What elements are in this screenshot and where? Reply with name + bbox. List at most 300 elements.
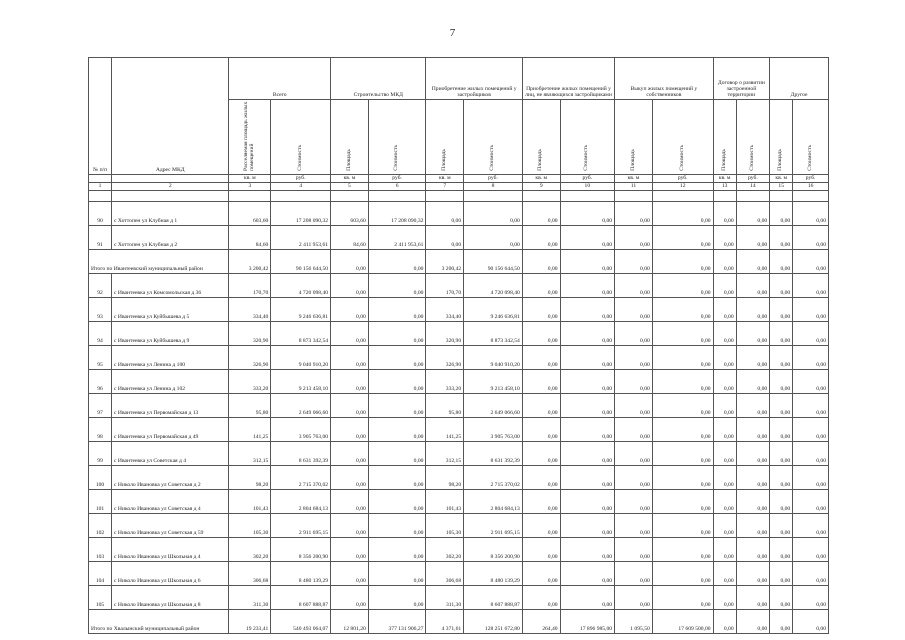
cell-value: 0,00: [736, 490, 770, 514]
cell-value: 141,25: [229, 418, 271, 442]
cell-value: 8 631 392,39: [464, 442, 523, 466]
row-address: с Николо Ивановка ул Школьная д 6: [112, 562, 229, 586]
cell-value: 0,00: [652, 346, 713, 370]
cell-value: 0,00: [713, 394, 736, 418]
table-row: [89, 466, 829, 490]
cell-value: 0,00: [713, 442, 736, 466]
cell-value: 0,00: [331, 442, 369, 466]
cell-value: 2 649 066,60: [271, 394, 331, 418]
cell-value: 0,00: [331, 466, 369, 490]
cell-value: 0,00: [652, 394, 713, 418]
cell-value: 0,00: [560, 586, 615, 610]
cell-value: 0,00: [736, 202, 770, 226]
cell-value: 0,00: [736, 466, 770, 490]
cell-value: 0,00: [652, 418, 713, 442]
cell-value: 0,00: [736, 370, 770, 394]
cell-value: 0,00: [713, 466, 736, 490]
cell-value: 90 156 644,50: [271, 250, 331, 274]
cell-value: 0,00: [793, 298, 829, 322]
row-address: с Николо Ивановка ул Советская д 2: [112, 466, 229, 490]
cell-value: 603,60: [331, 202, 369, 226]
cell-value: 0,00: [652, 586, 713, 610]
cell-value: 0,00: [368, 562, 426, 586]
cell-value: 4 720 098,40: [464, 274, 523, 298]
header-no: № п/п: [89, 58, 112, 175]
header-group-purchase-developers: Приобретение жилых помещений у застройщиков: [426, 58, 522, 100]
cell-value: 0,00: [522, 370, 560, 394]
cell-value: 0,00: [368, 442, 426, 466]
header-group-construction: Строительство МКД: [331, 58, 426, 100]
cell-value: 0,00: [615, 562, 653, 586]
row-address: с Хоттопен ул Клубная д 2: [112, 226, 229, 250]
cell-value: 0,00: [368, 538, 426, 562]
cell-value: 0,00: [522, 418, 560, 442]
cell-value: 306,68: [229, 562, 271, 586]
cell-value: 0,00: [736, 394, 770, 418]
cell-value: 101,43: [229, 490, 271, 514]
cell-value: 90 156 644,50: [464, 250, 523, 274]
cell-value: 0,00: [560, 538, 615, 562]
cell-value: 0,00: [770, 418, 793, 442]
table-row: [89, 370, 829, 394]
cell-value: 0,00: [331, 322, 369, 346]
cell-value: 98,20: [426, 466, 464, 490]
row-address: с Николо Ивановка ул Школьная д 8: [112, 586, 229, 610]
cell-value: 8 480 139,29: [271, 562, 331, 586]
cell-value: 4 371,61: [426, 610, 464, 634]
cell-value: 0,00: [615, 322, 653, 346]
cell-value: 0,00: [522, 586, 560, 610]
cell-value: 0,00: [560, 322, 615, 346]
cell-value: 0,00: [652, 442, 713, 466]
cell-value: 2 804 684,13: [464, 490, 523, 514]
header-area: Площадь: [615, 100, 653, 175]
row-number: 101: [89, 490, 112, 514]
table-row: [89, 514, 829, 538]
header-group-purchase-others: Приобретение жилых помещений у лиц, не являющихся застройщиками: [522, 58, 614, 100]
header-area: Площадь: [426, 100, 464, 175]
unit: руб.: [736, 175, 770, 183]
col-number: 9: [522, 183, 560, 191]
unit: руб.: [793, 175, 829, 183]
cell-value: 0,00: [770, 322, 793, 346]
cell-value: 0,00: [652, 466, 713, 490]
row-address: с Ивантеевка ул Советская д 4: [112, 442, 229, 466]
cell-value: 0,00: [793, 562, 829, 586]
cell-value: 0,00: [522, 394, 560, 418]
row-number: 98: [89, 418, 112, 442]
cell-value: 0,00: [522, 466, 560, 490]
col-number: 8: [464, 183, 523, 191]
col-number: 16: [793, 183, 829, 191]
row-number: 94: [89, 322, 112, 346]
units-row: [89, 175, 829, 183]
cell-value: 0,00: [522, 538, 560, 562]
cell-value: 0,00: [713, 514, 736, 538]
table-row: [89, 442, 829, 466]
cell-value: 0,00: [522, 274, 560, 298]
unit: кв. м: [331, 175, 369, 183]
row-number: 92: [89, 274, 112, 298]
cell-value: 17 208 090,32: [368, 202, 426, 226]
cell-value: 0,00: [793, 226, 829, 250]
cell-value: 0,00: [770, 586, 793, 610]
cell-value: 0,00: [426, 202, 464, 226]
cell-value: 0,00: [615, 538, 653, 562]
cell-value: 0,00: [331, 418, 369, 442]
row-number: 105: [89, 586, 112, 610]
cell-value: 0,00: [793, 538, 829, 562]
cell-value: 540 493 064,07: [271, 610, 331, 634]
cell-value: 0,00: [652, 298, 713, 322]
header-address: Адрес МКД: [112, 58, 229, 175]
col-number: 14: [736, 183, 770, 191]
cell-value: 0,00: [560, 370, 615, 394]
cell-value: 0,00: [793, 442, 829, 466]
cell-value: 1 095,50: [615, 610, 653, 634]
cell-value: 8 480 139,29: [464, 562, 523, 586]
cell-value: 0,00: [736, 226, 770, 250]
row-address: с Хоттопен ул Клубная д 1: [112, 202, 229, 226]
cell-value: 264,40: [522, 610, 560, 634]
table-total-row: [89, 250, 829, 274]
cell-value: 0,00: [560, 346, 615, 370]
cell-value: 0,00: [770, 490, 793, 514]
row-address: с Николо Ивановка ул Школьная д 4: [112, 538, 229, 562]
cell-value: 0,00: [464, 226, 523, 250]
cell-value: 2 411 953,61: [368, 226, 426, 250]
cell-value: 2 411 953,61: [271, 226, 331, 250]
cell-value: 0,00: [652, 274, 713, 298]
cell-value: 0,00: [615, 394, 653, 418]
cell-value: 0,00: [368, 274, 426, 298]
cell-value: 19 233,41: [229, 610, 271, 634]
col-number: 10: [560, 183, 615, 191]
total-label: Итого по Хвалынский муниципальный район: [89, 610, 229, 634]
cell-value: 0,00: [615, 442, 653, 466]
cell-value: 334,40: [229, 298, 271, 322]
cell-value: 0,00: [652, 322, 713, 346]
cell-value: 0,00: [652, 202, 713, 226]
cell-value: 0,00: [793, 586, 829, 610]
cell-value: 0,00: [368, 586, 426, 610]
cell-value: 3 200,42: [229, 250, 271, 274]
cell-value: 0,00: [770, 466, 793, 490]
cell-value: 0,00: [560, 490, 615, 514]
cell-value: 0,00: [615, 418, 653, 442]
row-address: с Ивантеевка ул Первомайская д 49: [112, 418, 229, 442]
unit: кв. м: [522, 175, 560, 183]
cell-value: 0,00: [652, 538, 713, 562]
total-label: Итого по Ивантеевский муниципальный район: [89, 250, 229, 274]
cell-value: 0,00: [736, 346, 770, 370]
spacer-row: [89, 191, 829, 202]
cell-value: 0,00: [368, 394, 426, 418]
header-cost: Стоимость: [793, 100, 829, 175]
table-row: [89, 562, 829, 586]
cell-value: 0,00: [615, 370, 653, 394]
cell-value: 0,00: [793, 466, 829, 490]
table-row: [89, 298, 829, 322]
cell-value: 0,00: [770, 442, 793, 466]
cell-value: 0,00: [770, 298, 793, 322]
cell-value: 320,90: [229, 322, 271, 346]
row-number: 104: [89, 562, 112, 586]
cell-value: 0,00: [736, 274, 770, 298]
cell-value: 170,70: [426, 274, 464, 298]
header-cost: Стоимость: [464, 100, 523, 175]
cell-value: 0,00: [713, 322, 736, 346]
unit: кв. м: [770, 175, 793, 183]
cell-value: 302,20: [426, 538, 464, 562]
cell-value: 0,00: [793, 490, 829, 514]
cell-value: 0,00: [736, 322, 770, 346]
cell-value: 0,00: [615, 226, 653, 250]
table-row: [89, 418, 829, 442]
cell-value: 0,00: [770, 538, 793, 562]
cell-value: 311,30: [229, 586, 271, 610]
cell-value: 0,00: [793, 514, 829, 538]
cell-value: 0,00: [770, 202, 793, 226]
cell-value: 0,00: [793, 202, 829, 226]
cell-value: 333,20: [426, 370, 464, 394]
cell-value: 333,20: [229, 370, 271, 394]
cell-value: 0,00: [713, 418, 736, 442]
cell-value: 302,20: [229, 538, 271, 562]
table-total-row: [89, 610, 829, 634]
cell-value: 2 911 695,15: [271, 514, 331, 538]
cell-value: 0,00: [368, 490, 426, 514]
cell-value: 0,00: [713, 610, 736, 634]
cell-value: 0,00: [522, 298, 560, 322]
cell-value: 0,00: [368, 514, 426, 538]
cell-value: 0,00: [736, 586, 770, 610]
cell-value: 9 246 636,81: [464, 298, 523, 322]
cell-value: 12 801,20: [331, 610, 369, 634]
cell-value: 17 208 090,32: [271, 202, 331, 226]
cell-value: 0,00: [615, 202, 653, 226]
unit: кв. м: [615, 175, 653, 183]
cell-value: 0,00: [560, 466, 615, 490]
cell-value: 0,00: [713, 202, 736, 226]
header-group-buyout: Выкуп жилых помещений у собственников: [615, 58, 714, 100]
header-group-row: [89, 58, 829, 100]
cell-value: 0,00: [368, 322, 426, 346]
cell-value: 0,00: [522, 202, 560, 226]
cell-value: 0,00: [770, 514, 793, 538]
row-address: с Ивантеевка ул Ленина д 102: [112, 370, 229, 394]
cell-value: 0,00: [713, 298, 736, 322]
cell-value: 0,00: [713, 226, 736, 250]
cell-value: 95,80: [229, 394, 271, 418]
cell-value: 101,43: [426, 490, 464, 514]
cell-value: 0,00: [560, 514, 615, 538]
cell-value: 0,00: [736, 442, 770, 466]
cell-value: 0,00: [713, 346, 736, 370]
table-row: [89, 394, 829, 418]
cell-value: 0,00: [368, 466, 426, 490]
col-number: 2: [112, 183, 229, 191]
cell-value: 8 631 392,39: [271, 442, 331, 466]
cell-value: 17 609 500,00: [652, 610, 713, 634]
row-number: 103: [89, 538, 112, 562]
cell-value: 0,00: [770, 226, 793, 250]
cell-value: 0,00: [713, 538, 736, 562]
header-area: Площадь: [713, 100, 736, 175]
cell-value: 0,00: [331, 346, 369, 370]
cell-value: 0,00: [368, 298, 426, 322]
cell-value: 0,00: [560, 418, 615, 442]
cell-value: 9 213 458,10: [464, 370, 523, 394]
unit: кв. м: [229, 175, 271, 183]
cell-value: 2 715 370,02: [464, 466, 523, 490]
cell-value: 0,00: [522, 514, 560, 538]
cell-value: 0,00: [522, 226, 560, 250]
cell-value: 0,00: [522, 250, 560, 274]
col-number: 11: [615, 183, 653, 191]
col-number: 6: [368, 183, 426, 191]
cell-value: 0,00: [770, 394, 793, 418]
cell-value: 0,00: [615, 586, 653, 610]
cell-value: 0,00: [368, 346, 426, 370]
cell-value: 98,20: [229, 466, 271, 490]
cell-value: 8 873 342,54: [271, 322, 331, 346]
cell-value: 0,00: [793, 370, 829, 394]
cell-value: 0,00: [615, 250, 653, 274]
cell-value: 84,60: [229, 226, 271, 250]
cell-value: 9 246 636,81: [271, 298, 331, 322]
cell-value: 95,80: [426, 394, 464, 418]
row-number: 97: [89, 394, 112, 418]
cell-value: 8 873 342,54: [464, 322, 523, 346]
cell-value: 0,00: [560, 394, 615, 418]
cell-value: 0,00: [615, 346, 653, 370]
col-number: 15: [770, 183, 793, 191]
header-cost: Стоимость: [736, 100, 770, 175]
cell-value: 0,00: [331, 514, 369, 538]
cell-value: 0,00: [652, 250, 713, 274]
row-number: 96: [89, 370, 112, 394]
cell-value: 0,00: [713, 274, 736, 298]
cell-value: 334,40: [426, 298, 464, 322]
row-number: 102: [89, 514, 112, 538]
col-number: 12: [652, 183, 713, 191]
cell-value: 0,00: [652, 226, 713, 250]
cell-value: 0,00: [736, 538, 770, 562]
cell-value: 2 804 684,13: [271, 490, 331, 514]
row-number: 100: [89, 466, 112, 490]
cell-value: 0,00: [770, 562, 793, 586]
table-body: [89, 202, 829, 634]
col-number: 3: [229, 183, 271, 191]
cell-value: 0,00: [652, 490, 713, 514]
cell-value: 0,00: [770, 370, 793, 394]
cell-value: 0,00: [560, 274, 615, 298]
cell-value: 0,00: [368, 418, 426, 442]
cell-value: 320,90: [426, 322, 464, 346]
cell-value: 3 200,42: [426, 250, 464, 274]
cell-value: 0,00: [331, 274, 369, 298]
header-cost: Стоимость: [271, 100, 331, 175]
col-number: 5: [331, 183, 369, 191]
cell-value: 0,00: [713, 490, 736, 514]
cell-value: 0,00: [793, 250, 829, 274]
cell-value: 128 251 672,80: [464, 610, 523, 634]
cell-value: 0,00: [793, 394, 829, 418]
cell-value: 0,00: [331, 490, 369, 514]
cell-value: 0,00: [736, 610, 770, 634]
cell-value: 0,00: [560, 442, 615, 466]
cell-value: 0,00: [793, 322, 829, 346]
cell-value: 311,30: [426, 586, 464, 610]
cell-value: 4 720 098,40: [271, 274, 331, 298]
cell-value: 0,00: [522, 442, 560, 466]
cell-value: 141,25: [426, 418, 464, 442]
cell-value: 0,00: [560, 250, 615, 274]
unit: руб.: [464, 175, 523, 183]
cell-value: 8 356 200,90: [271, 538, 331, 562]
table-row: [89, 226, 829, 250]
cell-value: 0,00: [770, 250, 793, 274]
row-number: 93: [89, 298, 112, 322]
cell-value: 0,00: [368, 370, 426, 394]
cell-value: 312,15: [426, 442, 464, 466]
cell-value: 377 131 906,27: [368, 610, 426, 634]
cell-value: 0,00: [736, 514, 770, 538]
cell-value: 2 715 370,02: [271, 466, 331, 490]
row-address: с Ивантеевка ул Комсомольская д 36: [112, 274, 229, 298]
cell-value: 0,00: [331, 370, 369, 394]
cell-value: 9 040 910,20: [464, 346, 523, 370]
header-cost: Стоимость: [368, 100, 426, 175]
cell-value: 0,00: [736, 418, 770, 442]
cell-value: 0,00: [793, 418, 829, 442]
cell-value: 0,00: [713, 250, 736, 274]
cell-value: 105,30: [229, 514, 271, 538]
cell-value: 9 213 458,10: [271, 370, 331, 394]
col-number: 7: [426, 183, 464, 191]
row-address: с Николо Ивановка ул Советская д 59: [112, 514, 229, 538]
cell-value: 8 607 888,87: [464, 586, 523, 610]
row-number: 90: [89, 202, 112, 226]
row-address: с Ивантеевка ул Первомайская д 13: [112, 394, 229, 418]
cell-value: 0,00: [793, 610, 829, 634]
header-group-development-contract: Договор о развитии застроенной территории: [713, 58, 770, 100]
header-total-area: Расселяемая площадь жилых помещений: [229, 100, 271, 175]
cell-value: 0,00: [560, 562, 615, 586]
table-row: [89, 274, 829, 298]
col-number: 1: [89, 183, 112, 191]
page-number: 7: [449, 27, 456, 39]
cell-value: 17 896 985,00: [560, 610, 615, 634]
row-address: с Ивантеевка ул Ленина д 100: [112, 346, 229, 370]
cell-value: 0,00: [713, 562, 736, 586]
cell-value: 84,60: [331, 226, 369, 250]
table-row: [89, 322, 829, 346]
unit: руб.: [368, 175, 426, 183]
cell-value: 0,00: [770, 274, 793, 298]
resettlement-table: [88, 57, 829, 634]
header-area: Площадь: [770, 100, 793, 175]
cell-value: 0,00: [615, 274, 653, 298]
cell-value: 0,00: [713, 586, 736, 610]
unit: кв. м: [426, 175, 464, 183]
header-group-other: Другое: [770, 58, 829, 100]
cell-value: 0,00: [560, 298, 615, 322]
row-address: с Ивантеевка ул Куйбышева д 9: [112, 322, 229, 346]
cell-value: 0,00: [793, 274, 829, 298]
cell-value: 326,90: [229, 346, 271, 370]
